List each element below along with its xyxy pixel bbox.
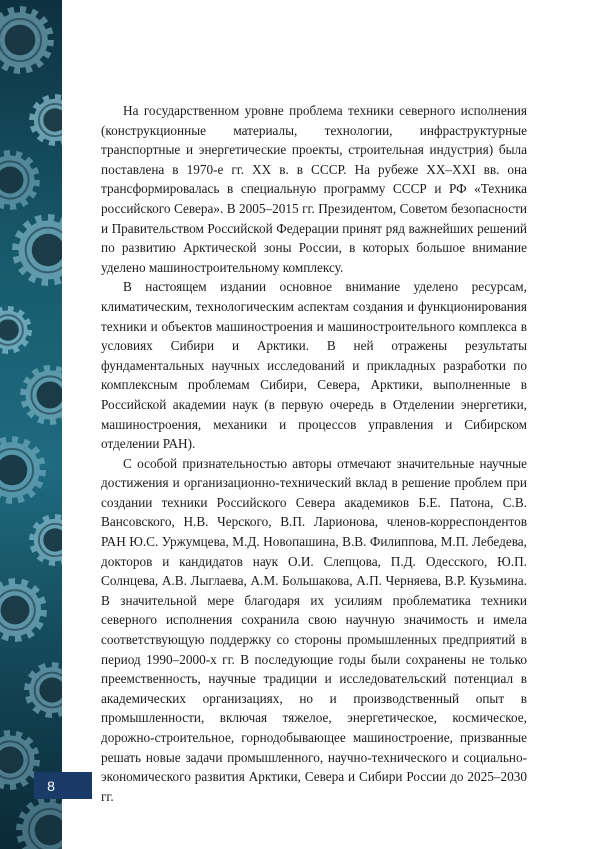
decorative-gear-strip <box>0 0 62 849</box>
gear-icon <box>0 150 40 210</box>
gear-icon <box>29 94 62 146</box>
gear-icon <box>20 365 62 425</box>
paragraph-1: На государственном уровне проблема техники северного исполнения (конструкционные материалы, технологии, инфраструктурные транспортные и энергетические проекты, строительная индустрия) была поставлена в 1970-е гг. XX в. в СССР. На рубеже XX–XXI вв. она трансформировалась в специальную программу СССР и РФ «Техника российского Севера». В 2005–2015 гг. Президентом, Советом безопасности и Правительством Российской Федерации принят ряд важнейших решений по развитию Арктической зоны России, в которых большое внимание уделено машиностроительному комплексу. <box>101 103 527 275</box>
page-number-badge <box>34 772 92 799</box>
gear-icon-pattern <box>0 0 62 849</box>
paragraph-3: С особой признательностью авторы отмечают значительные научные достижения и организационно-технический вклад в решение проблем при создании техники Российского Севера академиков Б.Е. Патона, С.В. Вансовского, Н.В. Черского, В.П. Ларионова, членов-корреспондентов РАН Ю.С. Уржумцева, М.Д. Новопашина, В.В. Филиппова, М.П. Лебедева, докторов и кандидатов наук О.И. Слепцова, П.Д. Одесского, Ю.П. Солнцева, А.В. Лыглаева, А.М. Большакова, А.П. Черняева, В.Р. Кузьмина. В значительной мере благодаря их усилиям проблематика техники северного исполнения сохранила свою научную значимость и имела соответствующую поддержку со стороны промышленных предприятий в период 1990–2000-х гг. В последующие годы были сохранены не только преемственность, научные традиции и исследовательский потенциал в академических организациях, но и производственный опыт в промышленности, включая тяжелое, энергетическое, космическое, дорожно-строительное, горнодобывающее машиностроение, призванные решать новые задачи промышленного, научно-технического и социально-экономического развития Арктики, Севера и Сибири России до 2025–2030 гг. <box>101 455 527 804</box>
gear-icon <box>12 214 62 286</box>
gear-icon <box>0 306 32 354</box>
gear-icon <box>0 6 54 74</box>
gear-icon <box>24 662 62 718</box>
gear-icon <box>29 514 62 566</box>
gear-icon <box>0 578 47 642</box>
page-number: 8 <box>47 777 55 794</box>
gear-icon <box>16 796 62 849</box>
gear-icon <box>0 436 46 504</box>
paragraph-2: В настоящем издании основное внимание уделено ресурсам, климатическим, технологическим аспектам создания и функционирования техники и объектов машиностроения и машиностроительного комплекса в условиях Сибири и Арктики. В ней отражены результаты фундаментальных научных исследований и прикладных разработки по комплексным проблемам Сибири, Севера, Арктики, выполненные в Российской академии наук (в первую очередь в Отделении энергетики, машиностроения, механики и процессов управления и Сибирском отделении РАН). <box>101 279 527 452</box>
body-text <box>101 101 527 806</box>
